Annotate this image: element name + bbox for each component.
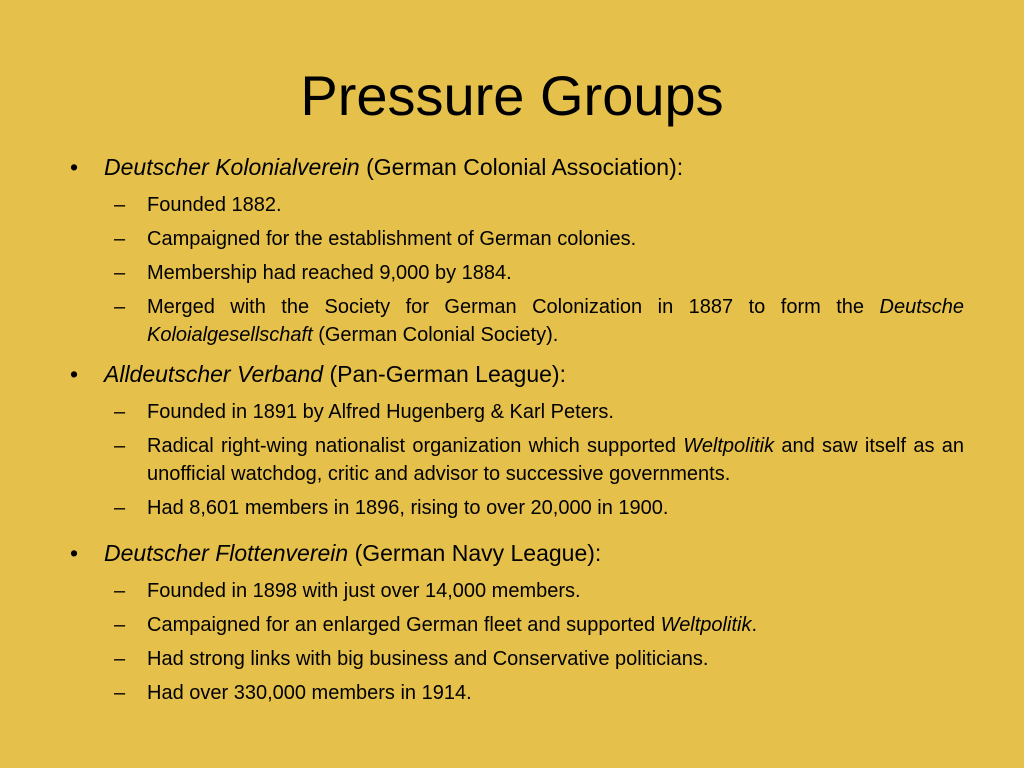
item-text: Founded 1882. <box>147 194 282 216</box>
item-text: Membership had reached 9,000 by 1884. <box>147 262 512 284</box>
item-text: Founded in 1891 by Alfred Hugenberg & Karl Peters. <box>147 401 614 423</box>
list-item <box>60 398 964 426</box>
list-item <box>60 191 964 219</box>
bullet-flottenverein <box>60 536 964 571</box>
bullet-alldeutscher-verband <box>60 357 964 392</box>
list-item <box>60 494 964 522</box>
dash-mark: – <box>114 497 126 519</box>
dash-mark: – <box>114 262 126 284</box>
item-text: Merged with the Society for German Colonization in 1887 to form the <box>147 296 880 318</box>
slide-content <box>60 150 964 707</box>
item-emphasis: Weltpolitik <box>660 614 752 636</box>
group-name: Alldeutscher Verband <box>104 361 324 387</box>
item-text: Founded in 1898 with just over 14,000 members. <box>147 580 581 602</box>
list-item <box>60 577 964 605</box>
bullet-kolonialverein <box>60 150 964 185</box>
dash-mark: – <box>114 648 126 670</box>
item-text-end: . <box>751 614 758 636</box>
item-text: Had over 330,000 members in 1914. <box>147 682 472 704</box>
bullet-mark: • <box>70 154 79 180</box>
item-text: Had strong links with big business and Conservative politicians. <box>147 648 709 670</box>
dash-mark: – <box>114 296 126 318</box>
sub-list <box>60 191 964 349</box>
list-item <box>60 645 964 673</box>
item-text-end: (German Colonial Society). <box>312 324 559 346</box>
list-item <box>60 432 964 488</box>
sub-list <box>60 398 964 522</box>
group-name: Deutscher Kolonialverein <box>104 154 360 180</box>
group-translation: (German Navy League): <box>348 540 602 566</box>
list-item <box>60 611 964 639</box>
dash-mark: – <box>114 194 126 216</box>
item-text: Radical right-wing nationalist organization which supported <box>147 435 684 457</box>
group-translation: (Pan-German League): <box>323 361 566 387</box>
item-emphasis: Weltpolitik <box>683 435 775 457</box>
bullet-mark: • <box>70 361 79 387</box>
group-name: Deutscher Flottenverein <box>104 540 349 566</box>
list-item <box>60 293 964 349</box>
slide-title: Pressure Groups <box>300 64 724 127</box>
dash-mark: – <box>114 435 126 457</box>
item-text: Campaigned for the establishment of German colonies. <box>147 228 637 250</box>
item-text: Campaigned for an enlarged German fleet and supported <box>147 614 661 636</box>
list-item <box>60 259 964 287</box>
dash-mark: – <box>114 401 126 423</box>
dash-mark: – <box>114 614 126 636</box>
item-emphasis: Deutsche Koloialgesellschaft <box>147 296 964 346</box>
dash-mark: – <box>114 228 126 250</box>
item-text: Had 8,601 members in 1896, rising to over 20,000 in 1900. <box>147 497 669 519</box>
bullet-mark: • <box>70 540 79 566</box>
dash-mark: – <box>114 682 126 704</box>
list-item <box>60 225 964 253</box>
item-text-end: and saw itself as an unofficial watchdog, critic and advisor to successive governments. <box>147 435 964 485</box>
list-item <box>60 679 964 707</box>
group-translation: (German Colonial Association): <box>359 154 684 180</box>
dash-mark: – <box>114 580 126 602</box>
sub-list <box>60 577 964 707</box>
